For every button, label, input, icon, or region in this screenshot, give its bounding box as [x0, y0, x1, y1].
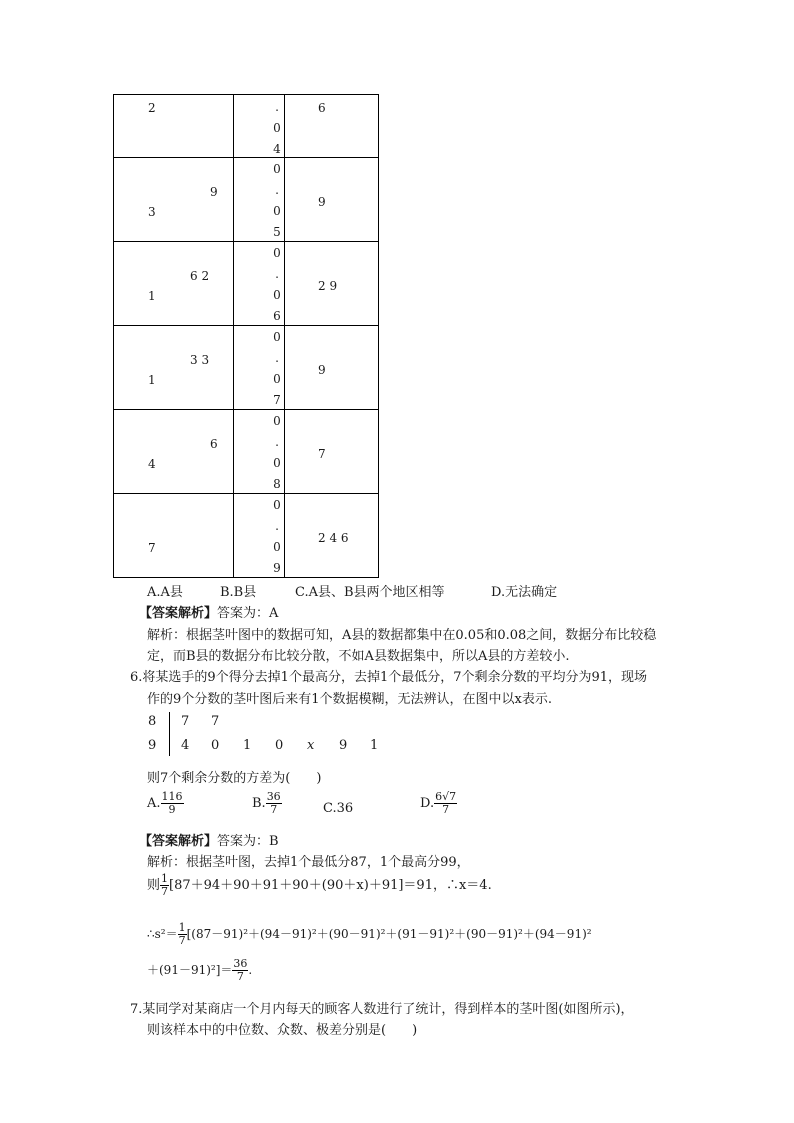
q6-analysis: 解析：根据茎叶图，去掉1个最低分87，1个最高分99，: [147, 855, 470, 870]
stem-leaf-table: [113, 94, 379, 578]
table-cell-stem: 0 . 0 9: [273, 498, 281, 575]
q6-equation-3: ＋(91－91)²]＝ $\frac{36}{7}$ .: [147, 957, 253, 983]
q6-answer: [139, 830, 279, 849]
table-cell-right: 9: [318, 363, 326, 377]
stem-divider: [169, 712, 170, 756]
leaf-value: 0: [275, 738, 284, 753]
table-row-divider: [114, 325, 378, 326]
q6-equation-2: ∴s²＝ $\frac{1}{7}$ [(87－91)²＋(94－91)²＋(90－91)²＋(91－91)²＋(90－91)²＋(94－91)²: [147, 921, 592, 947]
q6-prompt: 则7个剩余分数的方差为( ): [147, 771, 322, 786]
table-cell-stem: 0 . 0 8: [273, 414, 281, 491]
table-cell-left: 1: [148, 373, 156, 387]
q6-equation-1: 则 $\frac{1}{7}$ [87＋94＋90＋91＋90＋(90＋x)＋91]＝91，∴x＝4.: [147, 872, 492, 898]
q5-analysis-line1: 解析：根据茎叶图中的数据可知，A县的数据都集中在0.05和0.08之间，数据分布比较稳: [147, 628, 657, 643]
q6-question-line2: 作的9个分数的茎叶图后来有1个数据模糊，无法辨认，在图中以x表示.: [147, 692, 553, 707]
leaf-value: 9: [339, 738, 348, 753]
q5-analysis-line2: 定，而B县的数据分布比较分散，不如A县数据集中，所以A县的方差较小.: [147, 649, 570, 664]
q5-option-b: B.B县: [220, 585, 257, 600]
table-cell-right: 6: [318, 101, 326, 115]
table-cell-left: 7: [148, 541, 156, 555]
q6-option-a: A. $\frac{116}{9}$: [147, 790, 183, 816]
q5-option-c: C.A县、B县两个地区相等: [295, 585, 445, 600]
q7-question-line1: 7.某同学对某商店一个月内每天的顾客人数进行了统计，得到样本的茎叶图(如图所示)，: [130, 1002, 634, 1017]
answer-text: 答案为：A: [217, 606, 279, 621]
q6-option-c: C.36: [323, 801, 354, 816]
table-row-divider: [114, 409, 378, 410]
table-cell-left: 3: [148, 205, 156, 219]
leaf-value: 1: [370, 738, 379, 753]
leaf-value: 0: [211, 738, 220, 753]
stem-value: 9: [148, 738, 157, 753]
table-row-divider: [114, 493, 378, 494]
answer-label: 【答案解析】: [139, 834, 218, 849]
table-cell-right: 2 4 6: [318, 531, 349, 545]
table-cell-left: 3 3: [190, 353, 210, 367]
q6-option-b: B. $\frac{36}{7}$: [252, 790, 281, 816]
q5-option-a: A.A县: [147, 585, 183, 600]
q7-question-line2: 则该样本中的中位数、众数、极差分别是( ): [147, 1023, 418, 1038]
table-row-divider: [114, 157, 378, 158]
q6-question-line1: 6.将某选手的9个得分去掉1个最高分，去掉1个最低分，7个剩余分数的平均分为91，现场: [130, 670, 648, 685]
table-cell-right: 7: [318, 447, 326, 461]
table-row-divider: [114, 241, 378, 242]
leaf-value: 7: [211, 714, 220, 729]
table-cell-right: 9: [318, 195, 326, 209]
table-cell-left: 6: [210, 437, 218, 451]
table-cell-stem: 0 . 0 7: [273, 330, 281, 407]
answer-text: 答案为：B: [217, 834, 279, 849]
q5-answer: [139, 602, 278, 621]
table-cell-stem: . 0 4: [273, 100, 281, 156]
table-cell-left: 9: [210, 185, 218, 199]
table-cell-right: 2 9: [318, 279, 338, 293]
table-cell-stem: 0 . 0 5: [273, 162, 281, 239]
table-cell-left: 4: [148, 457, 156, 471]
table-cell-left: 2: [148, 101, 156, 115]
q5-option-d: D.无法确定: [491, 585, 558, 600]
table-divider-right: [284, 95, 285, 577]
leaf-value: 4: [181, 738, 190, 753]
q6-option-d: D. $\frac{6√7}{7}$: [420, 790, 457, 816]
answer-label: 【答案解析】: [139, 606, 218, 621]
leaf-value: 1: [243, 738, 252, 753]
table-cell-left: 1: [148, 289, 156, 303]
leaf-value-unknown: x: [307, 738, 315, 753]
table-divider-left: [233, 95, 234, 577]
table-cell-left: 6 2: [190, 269, 210, 283]
stem-value: 8: [148, 714, 157, 729]
table-cell-stem: 0 . 0 6: [273, 246, 281, 323]
leaf-value: 7: [181, 714, 190, 729]
